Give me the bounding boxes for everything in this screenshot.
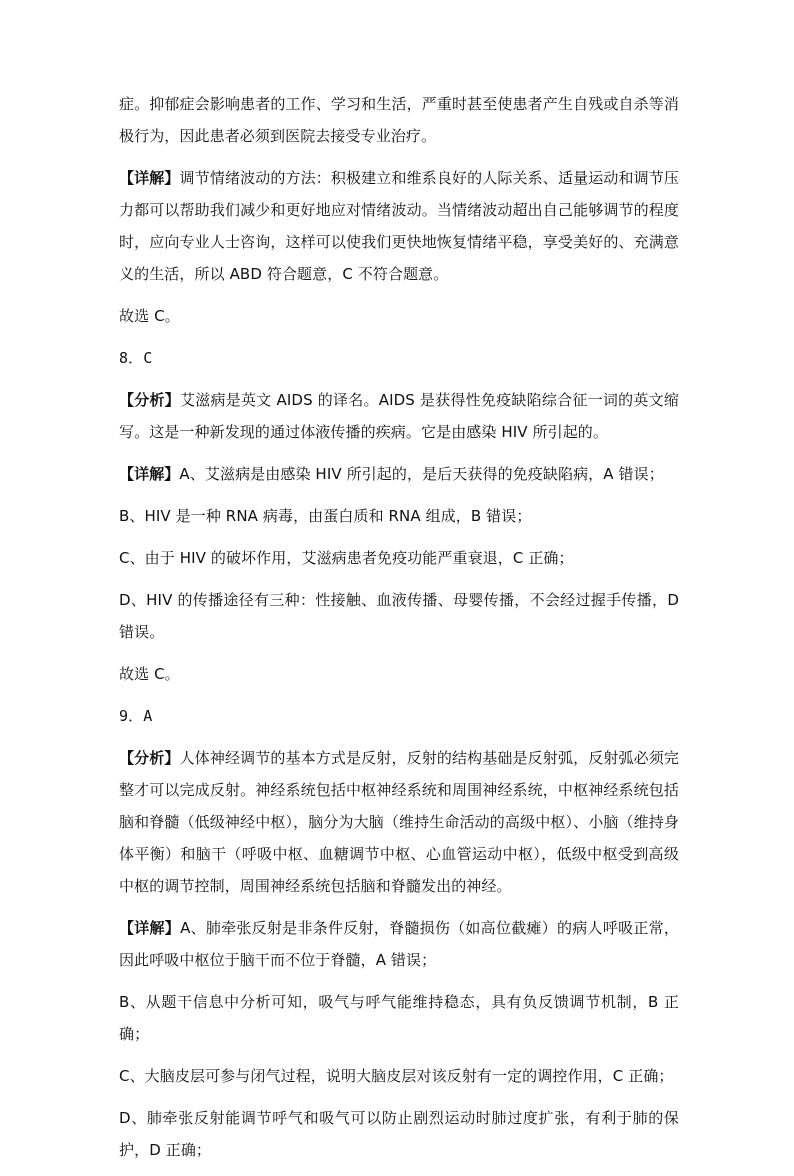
answer-q8 [119,342,679,374]
paragraph-q8-option-d [119,584,679,648]
section-label-analysis: 【分析】 [119,391,181,409]
paragraph-text: 故选 C。 [119,307,180,325]
paragraph-q9-option-b [119,986,679,1050]
answer-q9 [119,700,679,732]
paragraph-text: C、由于 HIV 的破坏作用，艾滋病患者免疫功能严重衰退，C 正确； [119,549,574,567]
paragraph-q9-option-d [119,1102,679,1166]
paragraph-text: 症。抑郁症会影响患者的工作、学习和生活，严重时甚至使患者产生自残或自杀等消极行为，因此患者必须到医院去接受专业治疗。 [119,95,679,145]
paragraph-text: B、HIV 是一种 RNA 病毒，由蛋白质和 RNA 组成，B 错误； [119,507,532,525]
paragraph-q8-detail-a [119,458,679,490]
paragraph-q9-detail-a [119,912,679,976]
paragraph-text: A、艾滋病是由感染 HIV 所引起的，是后天获得的免疫缺陷病，A 错误； [179,465,664,483]
paragraph-q8-analysis [119,384,679,448]
paragraph-text: D、肺牵张反射能调节呼气和吸气可以防止剧烈运动时肺过度扩张，有利于肺的保护，D 正确； [119,1109,679,1159]
paragraph-text: 故选 C。 [119,665,180,683]
paragraph-text: C、大脑皮层可参与闭气过程，说明大脑皮层对该反射有一定的调控作用，C 正确； [119,1067,674,1085]
paragraph-q8-conclusion [119,658,679,690]
paragraph-text: 人体神经调节的基本方式是反射，反射的结构基础是反射弧，反射弧必须完整才可以完成反射。神经系统包括中枢神经系统和周围神经系统，中枢神经系统包括脑和脊髓（低级神经中枢），脑分为大脑（维持生命活动的高级中枢）、小脑（维持身体平衡）和脑干（呼吸中枢、血糖调节中枢、心血管运动中枢），低级中枢受到高级中枢的调节控制，周围神经系统包括脑和脊髓发出的神经。 [119,749,679,895]
paragraph-depression-continuation [119,88,679,152]
answer-text: 8．C [119,349,153,367]
section-label-detail: 【详解】 [119,919,181,937]
paragraph-text: D、HIV 的传播途径有三种：性接触、血液传播、母婴传播，不会经过握手传播，D 错误。 [119,591,679,641]
paragraph-text: A、肺牵张反射是非条件反射，脊髓损伤（如高位截瘫）的病人呼吸正常，因此呼吸中枢位于脑干而不位于脊髓，A 错误； [119,919,679,969]
section-label-detail: 【详解】 [119,169,180,187]
paragraph-q8-option-b [119,500,679,532]
paragraph-text: 调节情绪波动的方法：积极建立和维系良好的人际关系、适量运动和调节压力都可以帮助我们减少和更好地应对情绪波动。当情绪波动超出自己能够调节的程度时，应向专业人士咨询，这样可以使我们更快地恢复情绪平稳，享受美好的、充满意义的生活，所以 ABD 符合题意，C 不符合题意。 [119,169,679,283]
section-label-analysis: 【分析】 [119,749,180,767]
answer-text: 9．A [119,707,153,725]
paragraph-q7-detail [119,162,679,290]
paragraph-text: B、从题干信息中分析可知，吸气与呼气能维持稳态，具有负反馈调节机制，B 正确； [119,993,679,1043]
paragraph-q9-option-c [119,1060,679,1092]
document-page [119,88,679,1176]
paragraph-text: 艾滋病是英文 AIDS 的译名。AIDS 是获得性免疫缺陷综合征一词的英文缩写。这是一种新发现的通过体液传播的疾病。它是由感染 HIV 所引起的。 [119,391,680,441]
paragraph-q7-conclusion [119,300,679,332]
paragraph-q8-option-c [119,542,679,574]
paragraph-q9-analysis [119,742,679,902]
section-label-detail: 【详解】 [119,465,180,483]
